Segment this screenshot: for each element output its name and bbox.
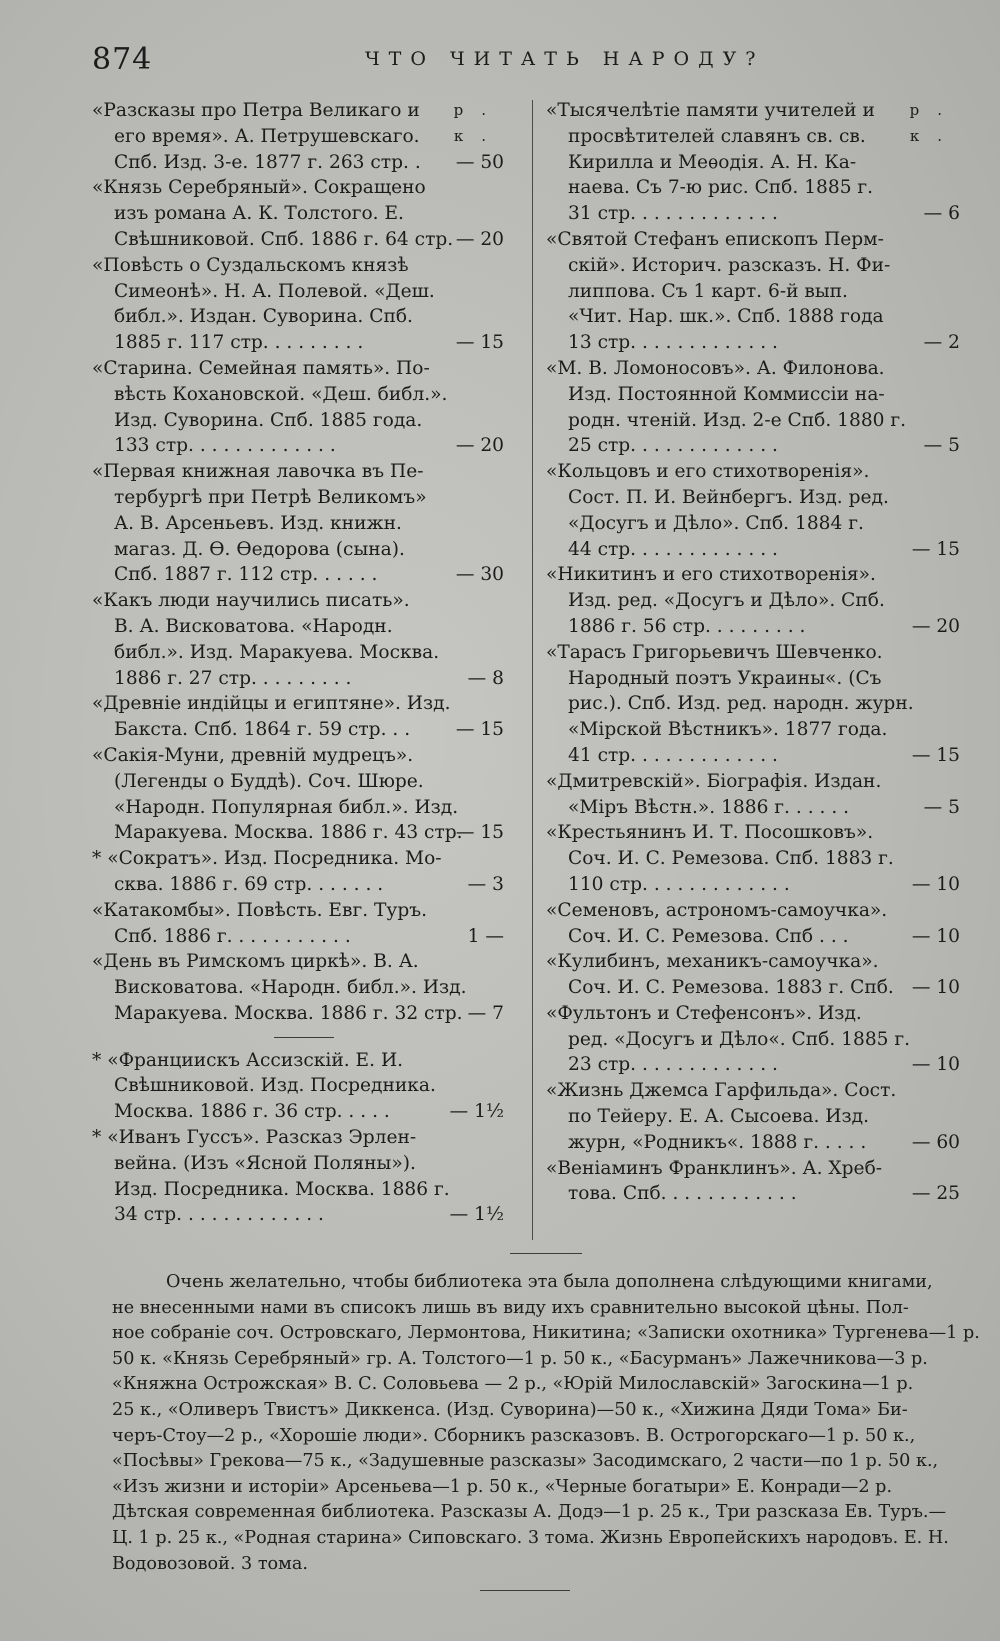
catalog-entry <box>548 356 960 459</box>
entry-line: Свѣшниковой. Изд. Посредника. <box>114 1075 436 1097</box>
entry-line: журн, «Родникъ«. 1888 г. . . . . <box>568 1131 867 1153</box>
entry-line: библ.». Издан. Суворина. Спб. <box>114 306 413 328</box>
entry-line: това. Спб. . . . . . . . . . . . <box>568 1183 797 1205</box>
entry-line: магаз. Д. Ѳ. Ѳедорова (сына). <box>114 538 405 560</box>
entry-line: «Крестьянинъ И. Т. Посошковъ». <box>546 822 874 844</box>
entry-line: Спб. 1886 г. . . . . . . . . . . <box>114 925 351 947</box>
entry-price: — 8 <box>467 667 504 689</box>
entry-line: Свѣшниковой. Спб. 1886 г. 64 стр. <box>114 228 454 250</box>
entry-line: изъ романа А. К. Толстого. Е. <box>114 203 404 225</box>
entry-line: ред. «Досугъ и Дѣло«. Спб. 1885 г. <box>568 1028 911 1050</box>
entry-price: — 20 <box>911 615 960 637</box>
entry-line: вѣсть Кохановской. «Деш. библ.». <box>114 383 448 405</box>
entry-line: «Веніаминъ Франклинъ». А. Хреб- <box>546 1157 883 1179</box>
catalog-entry <box>548 1156 960 1208</box>
entry-line: * «Сократъ». Изд. Посредника. Мо- <box>92 848 442 870</box>
left-entries <box>94 98 504 1027</box>
entry-line: скій». Историч. разсказъ. Н. Фи- <box>568 254 891 276</box>
entry-line: Спб. Изд. 3-е. 1877 г. 263 стр. . <box>114 151 421 173</box>
entry-line: «Жизнь Джемса Гарфильда». Сост. <box>546 1080 897 1102</box>
footnote-line: черъ-Стоу—2 р., «Хорошіе люди». Сборникъ разсказовъ. В. Острогорскаго—1 р. 50 к., <box>112 1425 916 1446</box>
entry-price: — 15 <box>455 822 504 844</box>
entry-line: «Тарасъ Григорьевичъ Шевченко. <box>546 641 883 663</box>
catalog-entry <box>548 949 960 1001</box>
entry-line: Народный поэтъ Украины«. (Съ <box>568 667 882 689</box>
entry-line: Соч. И. С. Ремезова. Спб. 1883 г. <box>568 848 894 870</box>
footnote-line: «Посѣвы» Грекова—75 к., «Задушевные разсказы» Засодимскаго, 2 части—по 1 р. 50 к., <box>112 1451 939 1472</box>
entry-line: липпова. Съ 1 карт. 6-й вып. <box>568 280 848 302</box>
entry-line: «Повѣсть о Суздальскомъ князѣ <box>92 254 409 276</box>
entry-price: — 5 <box>923 435 960 457</box>
entry-line: «Кольцовъ и его стихотворенія». <box>546 461 870 483</box>
entry-line: 41 стр. . . . . . . . . . . . . <box>568 744 778 766</box>
entry-line: 34 стр. . . . . . . . . . . . . <box>114 1204 324 1226</box>
entry-price: — 15 <box>911 744 960 766</box>
footnote-line: Ц. 1 р. 25 к., «Родная старина» Сиповскаго. 3 тома. Жизнь Европейскихъ народовъ. Е. Н. <box>112 1527 949 1548</box>
entry-line: 1886 г. 27 стр. . . . . . . . . <box>114 667 352 689</box>
entry-line: Сост. П. И. Вейнбергъ. Изд. ред. <box>568 486 889 508</box>
entry-line: «День въ Римскомъ циркѣ». В. А. <box>92 951 419 973</box>
catalog-entry <box>94 743 504 846</box>
entry-line: 1885 г. 117 стр. . . . . . . . . <box>114 332 364 354</box>
entry-line: «Катакомбы». Повѣсть. Евг. Туръ. <box>92 899 428 921</box>
catalog-entry <box>548 227 960 356</box>
entry-price: — 1½ <box>449 1204 504 1226</box>
entry-line: «Досугъ и Дѣло». Спб. 1884 г. <box>568 512 864 534</box>
entry-price: — 20 <box>455 228 504 250</box>
catalog-entry <box>94 898 504 950</box>
catalog-entry <box>94 98 504 175</box>
catalog-entry <box>94 949 504 1026</box>
entry-price: — 10 <box>911 873 960 895</box>
entry-line: Маракуева. Москва. 1886 г. 43 стр. <box>114 822 463 844</box>
entry-price: — 25 <box>911 1183 960 1205</box>
entry-line: «Чит. Нар. шк.». Спб. 1888 года <box>568 306 884 328</box>
entry-line: 23 стр. . . . . . . . . . . . . <box>568 1054 778 1076</box>
entry-line: «Какъ люди научились писать». <box>92 590 410 612</box>
entry-line: «Тысячелѣтіе памяти учителей и <box>546 100 875 121</box>
catalog-entry <box>94 691 504 743</box>
page-number: 874 <box>92 42 153 77</box>
footnote-line: Очень желательно, чтобы библиотека эта была дополнена слѣдующими книгами, <box>166 1272 933 1292</box>
entry-line: «Семеновъ, астрономъ-самоучка». <box>546 899 888 921</box>
entry-line: «Древніе индійцы и египтяне». Изд. <box>92 693 451 715</box>
entry-price: — 15 <box>911 538 960 560</box>
column-divider <box>532 100 533 1240</box>
entry-price: — 50 <box>455 151 504 173</box>
entry-line: Висковатова. «Народн. библ.». Изд. <box>114 977 467 999</box>
entry-line: наева. Съ 7-ю рис. Спб. 1885 г. <box>568 177 874 199</box>
entry-price: — 1½ <box>449 1101 504 1123</box>
entry-line: родн. чтеній. Изд. 2-е Спб. 1880 г. <box>568 409 907 431</box>
entry-price: — 5 <box>923 796 960 818</box>
catalog-entry <box>548 640 960 769</box>
catalog-entry <box>94 459 504 588</box>
footnote-line: ное собраніе соч. Островскаго, Лермонтова, Никитина; «Записки охотника» Тургенева—1 р. <box>112 1323 980 1344</box>
entry-line: «Святой Стефанъ епископъ Перм- <box>546 228 884 250</box>
entry-line: «Фультонъ и Стефенсонъ». Изд. <box>546 1002 862 1024</box>
left-column <box>94 98 504 1228</box>
catalog-entry <box>94 1048 504 1125</box>
footnote-line: не внесенными нами въ списокъ лишь въ виду ихъ сравнительно высокой цѣны. Пол- <box>112 1297 909 1318</box>
entry-line: по Тейеру. Е. А. Сысоева. Изд. <box>568 1106 869 1128</box>
catalog-entry <box>548 1078 960 1155</box>
entry-line: «М. В. Ломоносовъ». А. Филонова. <box>546 357 885 379</box>
entry-line: библ.». Изд. Маракуева. Москва. <box>114 641 440 663</box>
entry-price: — 10 <box>911 925 960 947</box>
entry-price: — 6 <box>923 203 960 225</box>
entry-price: — 20 <box>455 435 504 457</box>
entry-price: — 10 <box>911 977 960 999</box>
entry-line: вейна. (Изъ «Ясной Поляны»). <box>114 1152 416 1174</box>
footnote-divider <box>510 1253 582 1254</box>
running-title: ЧТО ЧИТАТЬ НАРОДУ? <box>365 48 765 70</box>
catalog-entry <box>94 588 504 691</box>
entry-line: «Князь Серебряный». Сокращено <box>92 177 426 199</box>
entry-line: «Міръ Вѣстн.». 1886 г. . . . . . <box>568 796 850 818</box>
entry-line: «Никитинъ и его стихотворенія». <box>546 564 876 586</box>
entry-line: 13 стр. . . . . . . . . . . . . <box>568 332 778 354</box>
footnote-line: «Изъ жизни и исторіи» Арсеньева—1 р. 50 к., «Черные богатыри» Е. Конради—2 р. <box>112 1476 893 1497</box>
entry-line: Кирилла и Меѳодія. А. Н. Ка- <box>568 151 857 173</box>
catalog-entry <box>94 1125 504 1228</box>
footnote-line: Водовозовой. 3 тома. <box>112 1553 308 1574</box>
entry-line: Маракуева. Москва. 1886 г. 32 стр. <box>114 1002 463 1024</box>
entry-line: «Старина. Семейная память». По- <box>92 357 430 379</box>
footnote-line: 50 к. «Князь Серебряный» гр. А. Толстого—1 р. 50 к., «Басурманъ» Лажечникова—3 р. <box>112 1348 928 1369</box>
entry-line: Соч. И. С. Ремезова. Спб . . . <box>568 925 849 947</box>
entry-line: * «Франциискъ Ассизскій. Е. И. <box>92 1049 404 1071</box>
left-entries-after-rule <box>94 1048 504 1229</box>
entry-line: Москва. 1886 г. 36 стр. . . . . <box>114 1101 390 1123</box>
entry-line: 31 стр. . . . . . . . . . . . . <box>568 203 778 225</box>
entry-line: Изд. Посредника. Москва. 1886 г. <box>114 1178 450 1200</box>
footnote-line: 25 к., «Оливеръ Твистъ» Диккенса. (Изд. Суворина)—50 к., «Хижина Дяди Тома» Би- <box>112 1399 908 1420</box>
right-entries <box>548 98 960 1207</box>
section-divider <box>274 1037 334 1038</box>
footnote-line: «Княжна Острожская» В. С. Соловьева — 2 р., «Юрій Милославскій» Загоскина—1 р. <box>112 1374 914 1395</box>
end-rule <box>480 1590 570 1591</box>
entry-price: — 60 <box>911 1131 960 1153</box>
entry-line: Изд. Суворина. Спб. 1885 года. <box>114 409 423 431</box>
entry-line: В. А. Висковатова. «Народн. <box>114 615 393 637</box>
entry-price: — 7 <box>467 1002 504 1024</box>
catalog-entry <box>548 459 960 562</box>
footnote-line: Дѣтская современная библиотека. Разсказы А. Додэ—1 р. 25 к., Три разсказа Ев. Туръ.— <box>112 1502 947 1523</box>
price-column-header-right: р. к. <box>909 101 960 145</box>
entry-line: просвѣтителей славянъ св. св. <box>568 125 866 147</box>
entry-line: «Кулибинъ, механикъ-самоучка». <box>546 951 879 973</box>
catalog-entry <box>548 898 960 950</box>
entry-line: «Сакія-Муни, древній мудрецъ». <box>92 744 414 766</box>
entry-line: «Разсказы про Петра Великаго и <box>92 100 420 121</box>
entry-line: 44 стр. . . . . . . . . . . . . <box>568 538 778 560</box>
catalog-entry <box>548 562 960 639</box>
catalog-entry <box>548 98 960 227</box>
entry-line: 110 стр. . . . . . . . . . . . . <box>568 873 790 895</box>
catalog-entry <box>94 253 504 356</box>
entry-line: его время». А. Петрушевскаго. <box>114 125 420 147</box>
entry-line: (Легенды о Буддѣ). Соч. Шюре. <box>114 770 424 792</box>
entry-price: — 10 <box>911 1054 960 1076</box>
entry-line: * «Иванъ Гуссъ». Разсказ Эрлен- <box>92 1127 417 1149</box>
entry-line: тербургѣ при Петрѣ Великомъ» <box>114 486 427 508</box>
entry-line: Соч. И. С. Ремезова. 1883 г. Спб. <box>568 977 894 999</box>
entry-line: сква. 1886 г. 69 стр. . . . . . . <box>114 873 384 895</box>
footnote-paragraph <box>112 1270 980 1577</box>
entry-line: «Народн. Популярная библ.». Изд. <box>114 796 459 818</box>
entry-line: «Дмитревскій». Біографія. Издан. <box>546 770 882 792</box>
catalog-entry <box>548 769 960 821</box>
entry-line: Бакста. Спб. 1864 г. 59 стр. . . <box>114 719 411 741</box>
price-column-header: р. к. <box>453 101 504 145</box>
entry-line: 133 стр. . . . . . . . . . . . . <box>114 435 336 457</box>
entry-price: — 3 <box>467 873 504 895</box>
entry-line: Изд. ред. «Досугъ и Дѣло». Спб. <box>568 590 885 612</box>
entry-line: 1886 г. 56 стр. . . . . . . . . <box>568 615 806 637</box>
entry-line: 25 стр. . . . . . . . . . . . . <box>568 435 778 457</box>
right-column <box>548 98 960 1207</box>
entry-line: Спб. 1887 г. 112 стр. . . . . . <box>114 564 378 586</box>
entry-price: — 15 <box>455 332 504 354</box>
catalog-entry <box>94 356 504 459</box>
entry-price: — 30 <box>455 564 504 586</box>
catalog-entry <box>548 1001 960 1078</box>
entry-price: — 15 <box>455 719 504 741</box>
entry-line: «Мірской Вѣстникъ». 1877 года. <box>568 719 888 741</box>
entry-line: рис.). Спб. Изд. ред. народн. журн. <box>568 693 914 715</box>
catalog-entry <box>548 820 960 897</box>
entry-price: 1 — <box>467 925 504 947</box>
catalog-entry <box>94 846 504 898</box>
catalog-entry <box>94 175 504 252</box>
entry-line: «Первая книжная лавочка въ Пе- <box>92 461 424 483</box>
entry-line: Симеонѣ». Н. А. Полевой. «Деш. <box>114 280 435 302</box>
entry-price: — 2 <box>923 332 960 354</box>
entry-line: А. В. Арсеньевъ. Изд. книжн. <box>114 512 402 534</box>
entry-line: Изд. Постоянной Коммиссіи на- <box>568 383 885 405</box>
